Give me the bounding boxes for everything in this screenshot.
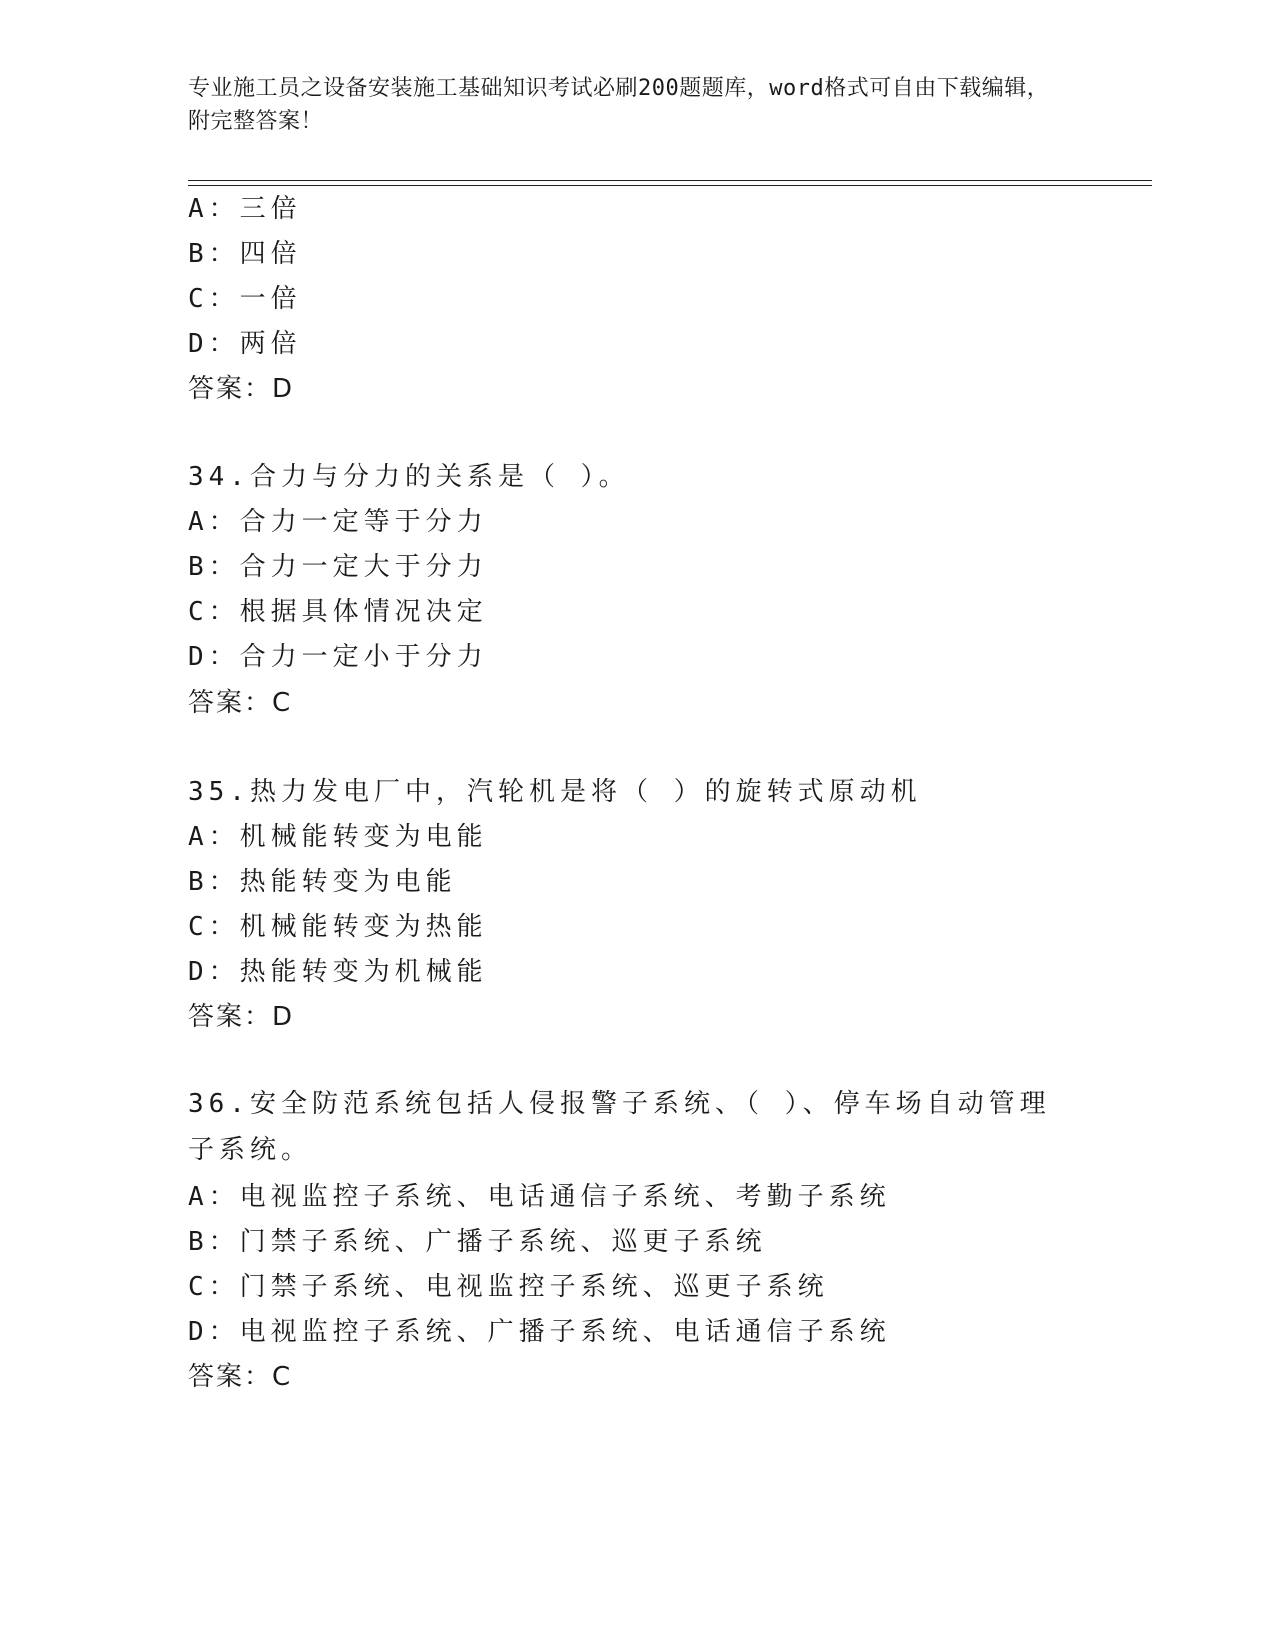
q36-option-c: C：门禁子系统、电视监控子系统、巡更子系统 <box>188 1272 829 1302</box>
q33-option-d: D：两倍 <box>188 329 302 359</box>
q33-answer: 答案：D <box>188 374 295 404</box>
q35-answer: 答案：D <box>188 1002 295 1032</box>
q33-option-a: A：三倍 <box>188 194 302 224</box>
q35-option-a: A：机械能转变为电能 <box>188 822 488 852</box>
q34-answer: 答案：C <box>188 688 293 718</box>
q36-option-a: A：电视监控子系统、电话通信子系统、考勤子系统 <box>188 1182 891 1212</box>
q35-option-c: C：机械能转变为热能 <box>188 912 488 942</box>
q33-option-c: C：一倍 <box>188 284 302 314</box>
header-divider-bottom <box>188 185 1152 186</box>
q33-option-b: B：四倍 <box>188 239 302 269</box>
q34-option-a: A：合力一定等于分力 <box>188 507 488 537</box>
q34-option-b: B：合力一定大于分力 <box>188 552 488 582</box>
header-divider-top <box>188 180 1152 181</box>
q34-question: 34.合力与分力的关系是（ ）。 <box>188 462 630 492</box>
q36-question: 36.安全防范系统包括人侵报警子系统、（ ）、停车场自动管理子系统。 <box>188 1089 1051 1165</box>
q35-question: 35.热力发电厂中，汽轮机是将（ ）的旋转式原动机 <box>188 777 922 807</box>
q34-option-c: C：根据具体情况决定 <box>188 597 488 627</box>
q36-answer: 答案：C <box>188 1362 293 1392</box>
q35-option-b: B：热能转变为电能 <box>188 867 457 897</box>
q35-option-d: D：热能转变为机械能 <box>188 957 488 987</box>
document-header: 专业施工员之设备安装施工基础知识考试必刷200题题库，word格式可自由下载编辑，附完整答案！ <box>188 76 1050 134</box>
q36-option-b: B：门禁子系统、广播子系统、巡更子系统 <box>188 1227 767 1257</box>
q36-option-d: D：电视监控子系统、广播子系统、电话通信子系统 <box>188 1317 891 1347</box>
q34-option-d: D：合力一定小于分力 <box>188 642 488 672</box>
